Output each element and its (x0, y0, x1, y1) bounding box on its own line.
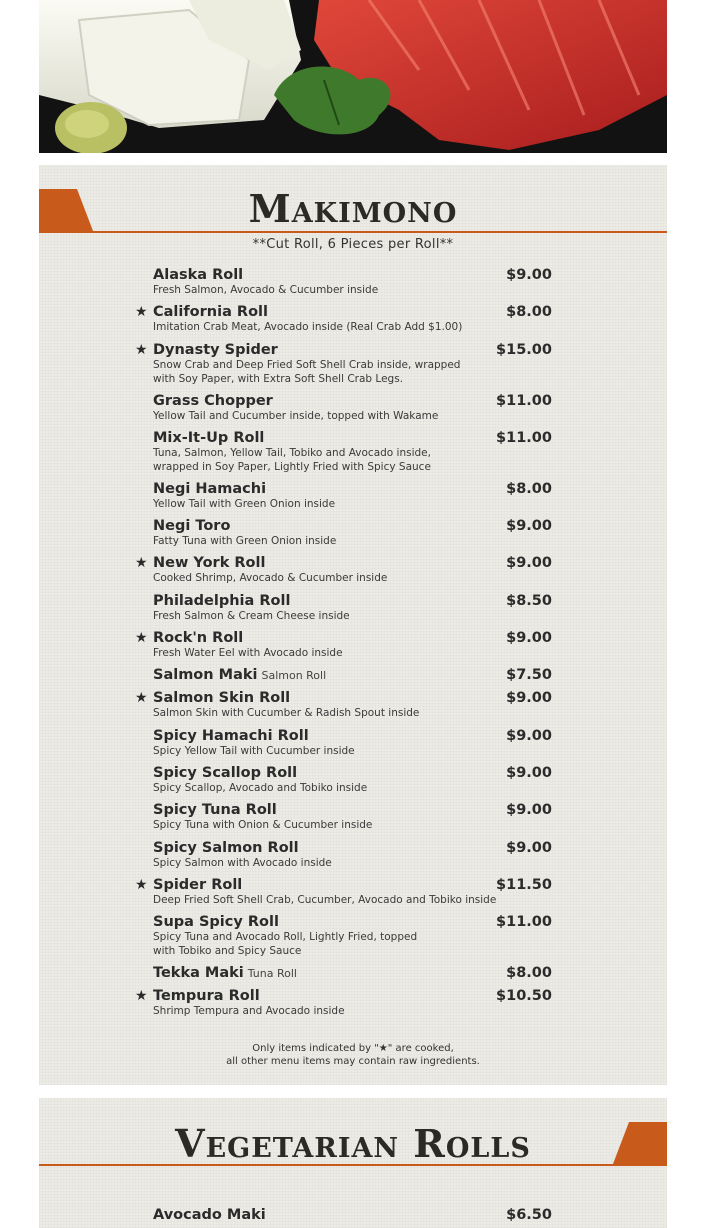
item-price: $9.00 (506, 555, 552, 572)
item-description: Fresh Salmon, Avocado & Cucumber inside (153, 284, 379, 296)
item-description: Tuna, Salmon, Yellow Tail, Tobiko and Avocado inside, wrapped in Soy Paper, Lightly Fried with Spicy Sauce (153, 446, 431, 473)
item-price: $9.00 (506, 727, 552, 744)
item-name: New York Roll (153, 555, 266, 572)
item-name: Negi Hamachi (153, 480, 267, 497)
item-price: $10.50 (496, 988, 552, 1005)
menu-item (39, 964, 667, 987)
item-description: Fresh Water Eel with Avocado inside (153, 647, 343, 660)
item-description: Yellow Tail with Green Onion inside (153, 497, 336, 510)
makimono-section (39, 165, 667, 1085)
section-title: Makimono (248, 186, 458, 231)
menu-item (39, 480, 667, 517)
item-price: $11.50 (496, 876, 552, 893)
item-price: $8.00 (506, 965, 552, 982)
item-name: California Roll (153, 304, 268, 321)
item-price: $15.00 (496, 341, 552, 358)
item-description: Deep Fried Soft Shell Crab, Cucumber, Avocado and Tobiko inside (153, 893, 497, 906)
item-description: Spicy Scallop, Avocado and Tobiko inside (153, 781, 368, 794)
section-subtitle: **Cut Roll, 6 Pieces per Roll** (252, 237, 454, 252)
item-description: Spicy Tuna and Avocado Roll, Lightly Fried, topped with Tobiko and Spicy Sauce (153, 931, 418, 958)
item-price: $9.00 (506, 802, 552, 819)
item-description: Snow Crab and Deep Fried Soft Shell Crab inside, wrapped with Soy Paper, with Extra Soft Shell Crab Legs. (153, 358, 461, 385)
menu-item (39, 764, 667, 801)
item-description: Salmon Skin with Cucumber & Radish Spout inside (153, 707, 420, 720)
item-price: $8.00 (506, 480, 552, 497)
item-name: Mix-It-Up Roll (153, 429, 265, 446)
menu-item (39, 801, 667, 838)
cooked-star-icon: ★ (135, 555, 148, 572)
cooked-star-icon: ★ (135, 690, 148, 707)
menu-item (39, 727, 667, 764)
item-name: Rock'n Roll (153, 630, 244, 647)
menu-item (39, 517, 667, 554)
menu-item (39, 913, 667, 964)
item-description: Spicy Tuna with Onion & Cucumber inside (153, 819, 373, 832)
menu-item (39, 266, 667, 303)
item-price: $9.00 (506, 518, 552, 535)
item-name: Spicy Scallop Roll (153, 764, 298, 781)
section-title: Vegetarian Rolls (175, 1121, 531, 1166)
item-description: Spicy Yellow Tail with Cucumber inside (153, 744, 355, 757)
sashimi-photo (39, 0, 667, 153)
item-description: Shrimp Tempura and Avocado inside (153, 1005, 345, 1018)
menu-item (39, 341, 667, 392)
item-name: Salmon Skin Roll (153, 690, 291, 707)
menu-item (39, 689, 667, 726)
item-price: $9.00 (506, 630, 552, 647)
item-price: $11.00 (496, 914, 552, 931)
item-description: Spicy Salmon with Avocado inside (153, 856, 332, 869)
item-price: $11.00 (496, 429, 552, 446)
menu-item (39, 429, 667, 480)
menu-item (39, 876, 667, 913)
menu-item (39, 666, 667, 689)
item-name: Tekka Maki Tuna Roll (153, 965, 297, 982)
item-name: Tempura Roll (153, 988, 260, 1005)
item-name: Spicy Salmon Roll (153, 839, 299, 856)
item-description: Fatty Tuna with Green Onion inside (153, 535, 337, 548)
menu-item (39, 987, 667, 1024)
item-name: Spicy Hamachi Roll (153, 727, 309, 744)
cooked-star-icon: ★ (135, 876, 148, 893)
item-price: $6.50 (506, 1207, 552, 1223)
item-price: $8.50 (506, 592, 552, 609)
item-description: Cooked Shrimp, Avocado & Cucumber inside (153, 572, 388, 585)
menu-item (39, 629, 667, 666)
item-description: Fresh Salmon & Cream Cheese inside (153, 609, 350, 622)
item-description: Imitation Crab Meat, Avocado inside (Real Crab Add $1.00) (153, 321, 463, 334)
item-price: $9.00 (506, 267, 552, 283)
item-price: $9.00 (506, 839, 552, 856)
item-name: Negi Toro (153, 518, 231, 535)
item-name: Philadelphia Roll (153, 592, 291, 609)
item-price: $9.00 (506, 764, 552, 781)
item-price: $11.00 (496, 392, 552, 409)
menu-item (39, 392, 667, 429)
cooked-star-icon: ★ (135, 988, 148, 1005)
item-name: Dynasty Spider (153, 341, 278, 358)
item-name: Salmon Maki Salmon Roll (153, 667, 327, 684)
menu-item (39, 839, 667, 876)
item-name: Supa Spicy Roll (153, 914, 279, 931)
cooked-star-icon: ★ (135, 630, 148, 647)
item-name: Alaska Roll (153, 267, 244, 283)
hero-photo (39, 0, 667, 153)
menu-list (39, 266, 667, 1024)
menu-item (39, 303, 667, 340)
section-rule (39, 231, 667, 233)
item-price: $9.00 (506, 690, 552, 707)
menu-item (39, 592, 667, 629)
vegetarian-section (39, 1098, 667, 1228)
menu-item (39, 554, 667, 591)
cooked-star-icon: ★ (135, 341, 148, 358)
item-price: $8.00 (506, 304, 552, 321)
item-price: $7.50 (506, 667, 552, 684)
cooked-footnote: Only items indicated by "★" are cooked, all other menu items may contain raw ingredients. (226, 1043, 480, 1067)
item-name: Avocado Maki (153, 1207, 266, 1223)
item-name: Grass Chopper (153, 392, 273, 409)
item-name: Spicy Tuna Roll (153, 802, 277, 819)
menu-item (39, 1206, 667, 1228)
item-description: Yellow Tail and Cucumber inside, topped with Wakame (153, 409, 439, 422)
item-name: Spider Roll (153, 876, 243, 893)
cooked-star-icon: ★ (135, 304, 148, 321)
menu-list (39, 1206, 667, 1228)
